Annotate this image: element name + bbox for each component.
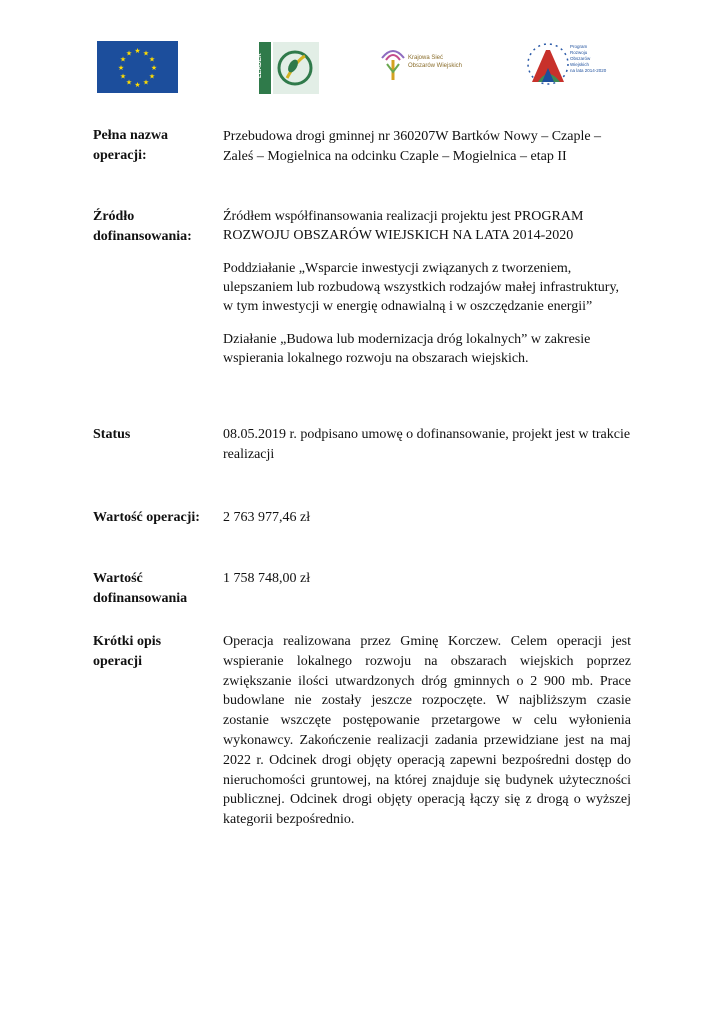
operation-value-label: Wartość operacji: xyxy=(93,510,200,525)
ksow-line-2: Obszarów Wiejskich xyxy=(408,63,463,69)
funding-source-value xyxy=(223,207,631,368)
eu-stars-icon xyxy=(97,41,178,93)
funding-source-subaction: Poddziałanie „Wsparcie inwestycji związanych z tworzeniem, ulepszaniem lub rozbudową wszystkich rodzajów małej infrastruktury, w tym inwestycji w energię odnawialną i w oszczędzanie energii” xyxy=(223,261,620,314)
prow-emblem-icon xyxy=(524,36,572,92)
funding-source-action: Działanie „Budowa lub modernizacja dróg lokalnych” w zakresie wspierania lokalnego rozwoju na obszarach wiejskich. xyxy=(223,332,591,366)
eu-flag-logo xyxy=(97,41,178,93)
svg-text:★: ★ xyxy=(142,49,150,58)
prow-line-3: Obszarów xyxy=(570,56,591,61)
svg-text:★: ★ xyxy=(148,72,156,81)
svg-text:★: ★ xyxy=(134,81,141,89)
svg-text:★: ★ xyxy=(125,49,133,58)
prow-logo xyxy=(524,36,610,92)
svg-text:★: ★ xyxy=(117,64,125,72)
funding-source-program: Źródłem współfinansowania realizacji projektu jest PROGRAM ROZWOJU OBSZARÓW WIEJSKICH NA LATA 2014-2020 xyxy=(223,209,584,243)
prow-line-2: Rozwoju xyxy=(570,50,588,55)
svg-text:★: ★ xyxy=(148,55,156,64)
description-value: Operacja realizowana przez Gminę Korczew. Celem operacji jest wspieranie lokalnego rozwoju na obszarach wiejskich poprzez zwiększanie ilości utwardzonych dróg gminnych o 2 900 mb. Prace budowlane nie zostały jeszcze rozpoczęte. W najbliższym czasie zostanie wszczęte postępowanie przetargowe w celu wyłonienia wykonawcy. Zakończenie realizacji zadania przewidziane jest na maj 2022 r. Odcinek drogi objęty operacją zapewni bezpośredni dostęp do nieruchomości gruntowej, na której znajduje się budynek użyteczności publicznej. Odcinek drogi objęty operacją łączy się z drogą o wyższej kategorii bezpośrednio. xyxy=(223,634,631,828)
prow-line-5: na lata 2014-2020 xyxy=(570,68,607,73)
funding-value-label: Wartość dofinansowania xyxy=(93,571,188,606)
ksow-emblem-icon xyxy=(378,44,408,84)
svg-text:★: ★ xyxy=(119,72,127,81)
status-label: Status xyxy=(93,427,131,442)
svg-text:★: ★ xyxy=(150,64,158,72)
operation-name-value: Przebudowa drogi gminnej nr 360207W Bartków Nowy – Czaple – Zaleś – Mogielnica na odcinku Czaple – Mogielnica – etap II xyxy=(223,129,602,164)
prow-line-4: Wiejskich xyxy=(570,62,590,67)
operation-name-label: Pełna nazwa operacji: xyxy=(93,128,169,163)
svg-text:★: ★ xyxy=(134,47,141,55)
svg-text:★: ★ xyxy=(125,78,133,87)
status-value: 08.05.2019 r. podpisano umowę o dofinansowanie, projekt jest w trakcie realizacji xyxy=(223,427,631,462)
funding-source-label: Źródło dofinansowania: xyxy=(93,209,192,244)
prow-line-1: Program xyxy=(570,44,588,49)
ksow-logo xyxy=(378,44,476,84)
svg-text:★: ★ xyxy=(119,55,127,64)
description-label: Krótki opis operacji xyxy=(93,634,162,669)
operation-value-amount: 2 763 977,46 zł xyxy=(223,510,311,525)
leader-text: LEADER xyxy=(257,53,263,78)
funding-value-amount: 1 758 748,00 zł xyxy=(223,571,311,586)
svg-text:★: ★ xyxy=(142,78,150,87)
leader-logo xyxy=(257,42,321,94)
ksow-line-1: Krajowa Sieć xyxy=(408,55,444,61)
